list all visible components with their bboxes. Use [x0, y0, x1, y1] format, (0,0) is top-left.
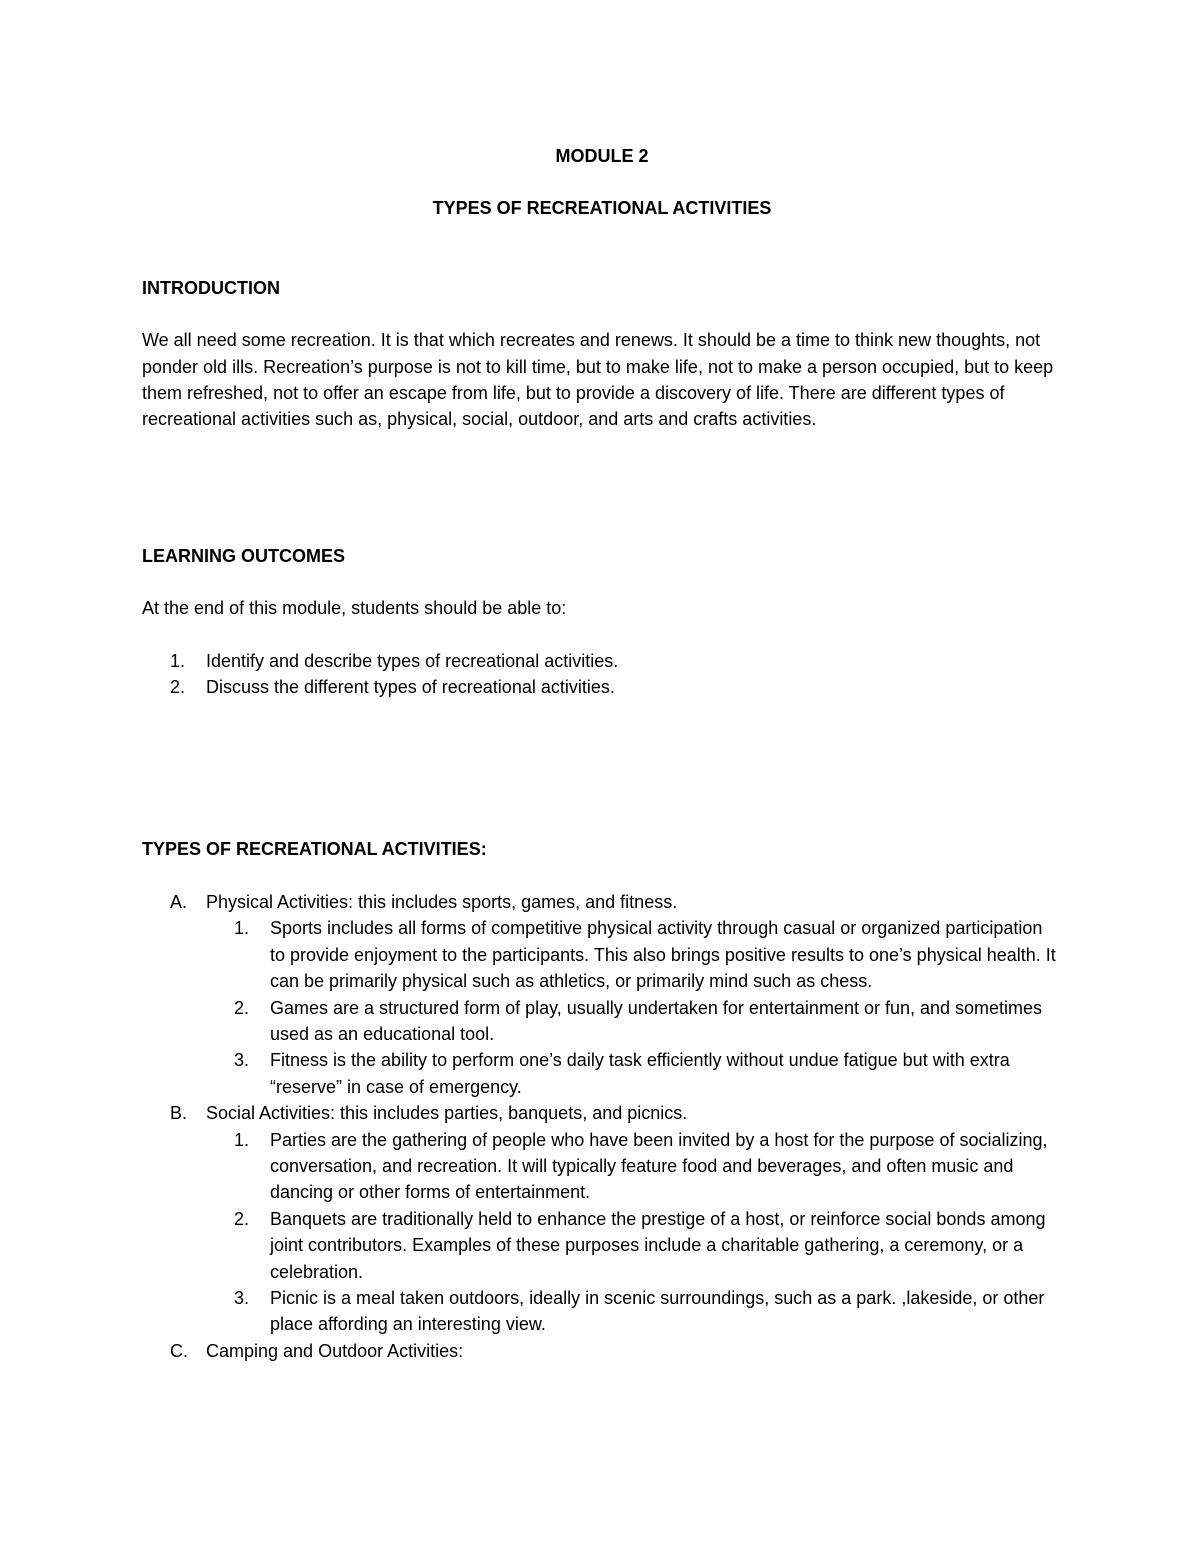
list-item [206, 1285, 1062, 1338]
learning-outcomes-heading: LEARNING OUTCOMES [142, 545, 346, 566]
learning-outcomes-list [142, 648, 1062, 701]
list-marker: 1. [234, 918, 250, 939]
list-marker: 3. [234, 1050, 250, 1071]
types-list [142, 889, 1062, 1364]
section-item-b [142, 1100, 1062, 1338]
list-item [142, 648, 1062, 674]
list-item [142, 674, 1062, 700]
document-body [142, 143, 1062, 1364]
list-marker: 1. [234, 1129, 250, 1150]
list-item [206, 915, 1062, 994]
list-item [206, 1206, 1062, 1285]
list-item [206, 1047, 1062, 1100]
list-marker: 2. [234, 1208, 250, 1229]
introduction-heading: INTRODUCTION [142, 277, 280, 298]
list-item-text: Games are a structured form of play, usually undertaken for entertainment or fun, and sometimes used as an educational tool. [270, 997, 1043, 1044]
list-item [206, 1127, 1062, 1206]
list-item-text: Picnic is a meal taken outdoors, ideally in scenic surroundings, such as a park. ,lakeside, or other place affording an interesting view. [270, 1287, 1045, 1335]
section-text: Camping and Outdoor Activities: [206, 1340, 464, 1361]
module-subtitle: TYPES OF RECREATIONAL ACTIVITIES [432, 198, 772, 219]
section-item-a [142, 889, 1062, 1100]
types-heading: TYPES OF RECREATIONAL ACTIVITIES: [142, 839, 487, 860]
list-item-text: Fitness is the ability to perform one’s daily task efficiently without undue fatigue but with extra “reserve” in case of emergency. [270, 1050, 1010, 1097]
list-item-text: Parties are the gathering of people who have been invited by a host for the purpose of socializing, conversation, and recreation. It will typically feature food and beverages, and often music and dancing or other forms of entertainment. [270, 1129, 1048, 1203]
list-item [206, 995, 1062, 1048]
module-title: MODULE 2 [555, 146, 649, 166]
list-item-text: Identify and describe types of recreational activities. [206, 650, 619, 671]
section-item-c [142, 1338, 1062, 1364]
section-text: Physical Activities: this includes sports, games, and fitness. [206, 891, 678, 912]
list-marker: 2. [234, 997, 250, 1018]
learning-outcomes-lead: At the end of this module, students should be able to: [142, 598, 567, 619]
section-sublist [206, 1127, 1062, 1338]
introduction-paragraph: We all need some recreation. It is that which recreates and renews. It should be a time to think new thoughts, not ponder old ills. Recreation’s purpose is not to kill time, but to make life, not to make a person occupied, but to keep them refreshed, not to offer an escape from life, but to provide a discovery of life. There are different types of recreational activities such as, physical, social, outdoor, and arts and crafts activities. [142, 330, 1054, 430]
list-marker: 1. [170, 650, 186, 671]
section-marker: B. [170, 1103, 188, 1124]
section-marker: A. [170, 891, 188, 912]
section-sublist [206, 915, 1062, 1100]
list-marker: 3. [234, 1287, 250, 1308]
list-item-text: Sports includes all forms of competitive physical activity through casual or organized participation to provide enjoyment to the participants. This also brings positive results to one’s physical health. It can be primarily physical such as athletics, or primarily mind such as chess. [270, 918, 1056, 992]
list-item-text: Banquets are traditionally held to enhance the prestige of a host, or reinforce social bonds among joint contributors. Examples of these purposes include a charitable gathering, a ceremony, or a celebration. [270, 1208, 1046, 1282]
section-text: Social Activities: this includes parties, banquets, and picnics. [206, 1103, 688, 1124]
list-item-text: Discuss the different types of recreational activities. [206, 677, 615, 698]
section-marker: C. [170, 1340, 188, 1361]
list-marker: 2. [170, 677, 186, 698]
